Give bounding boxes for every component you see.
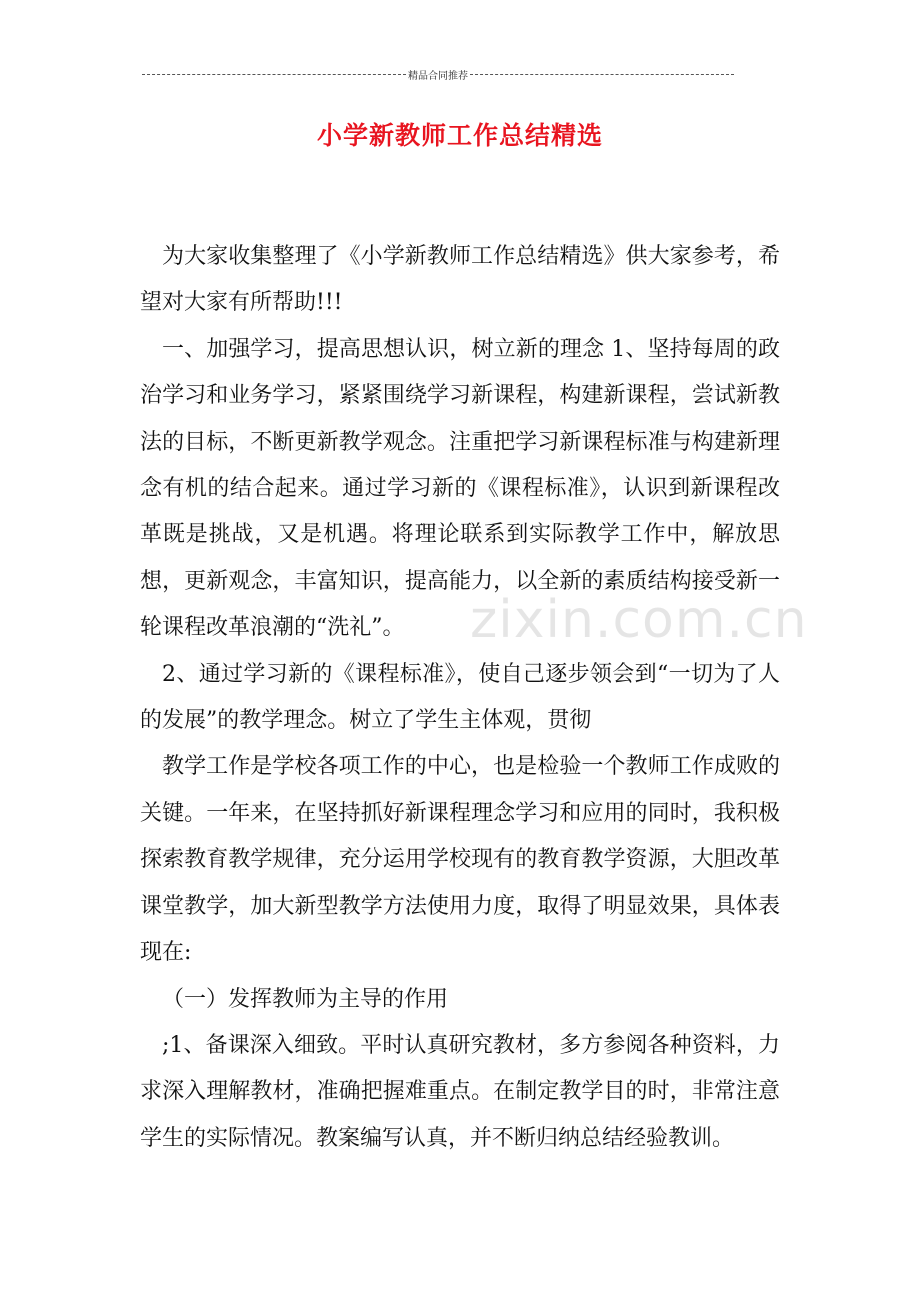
header-dash-right bbox=[470, 74, 734, 75]
paragraph-intro: 为大家收集整理了《小学新教师工作总结精选》供大家参考，希望对大家有所帮助!!! bbox=[140, 244, 780, 316]
paragraph-teaching-work: 教学工作是学校各项工作的中心，也是检验一个教师工作成败的关键。一年来，在坚持抓好新课程理念学习和应用的同时，我积极探索教育教学规律，充分运用学校现有的教育教学资源，大胆改革课堂教学，加大新型教学方法使用力度，取得了明显效果，具体表现在: bbox=[140, 754, 780, 966]
document-title: 小学新教师工作总结精选 bbox=[316, 121, 603, 150]
paragraph-lesson-prep: ;1、备课深入细致。平时认真研究教材，多方参阅各种资料，力求深入理解教材，准确把握难重点。在制定教学目的时，非常注意学生的实际情况。教案编写认真，并不断归纳总结经验教训。 bbox=[140, 1032, 780, 1151]
document-body bbox=[140, 234, 780, 1162]
header-text: 精品合同推荐 bbox=[408, 70, 468, 82]
watermark: zixin.com.cn bbox=[470, 590, 808, 650]
paragraph-subheading: （一）发挥教师为主导的作用 bbox=[162, 986, 449, 1012]
header-dash-left bbox=[142, 74, 406, 75]
paragraph-section-one: 一、加强学习，提高思想认识，树立新的理念 1、坚持每周的政治学习和业务学习，紧紧围绕学习新课程，构建新课程，尝试新教法的目标，不断更新教学观念。注重把学习新课程标准与构建新理念有机的结合起来。通过学习新的《课程标准》，认识到新课程改革既是挑战，又是机遇。将理论联系到实际教学工作中，解放思想，更新观念，丰富知识，提高能力，以全新的素质结构接受新一轮课程改革浪潮的“洗礼”。 bbox=[140, 336, 780, 641]
page-header bbox=[140, 66, 736, 82]
paragraph-point-two: 2、通过学习新的《课程标准》，使自己逐步领会到“一切为了人的发展”的教学理念。树立了学生主体观，贯彻 bbox=[140, 661, 780, 734]
